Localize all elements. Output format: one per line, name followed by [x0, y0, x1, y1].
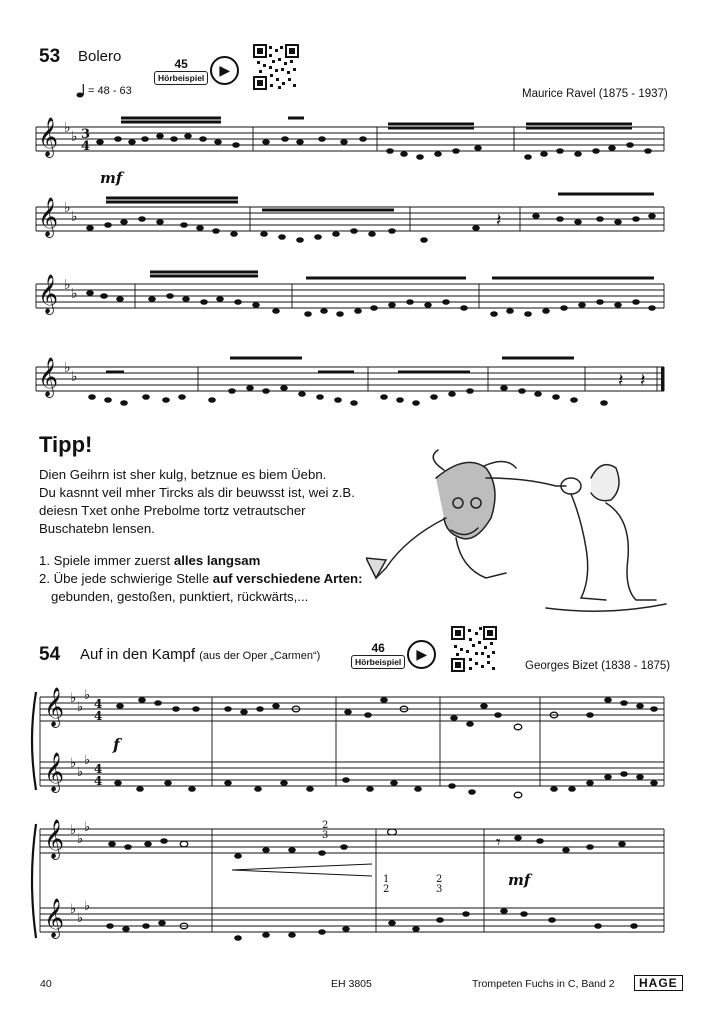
tipp-list-item-2: 2. Übe jede schwierige Stelle auf verschiedene Arten:	[39, 571, 363, 586]
svg-text:♭: ♭	[71, 129, 78, 145]
audio-label: Hörbeispiel	[351, 655, 405, 669]
svg-text:♭: ♭	[71, 286, 78, 302]
svg-text:4: 4	[94, 774, 103, 788]
svg-text:♭: ♭	[84, 899, 91, 914]
tipp-line: deiesn Txet onhe Prebolme tortz vetrautscher	[39, 503, 306, 518]
play-icon[interactable]: ▶	[407, 640, 436, 669]
svg-text:♭: ♭	[64, 360, 71, 376]
piece-title-main: Auf in den Kampf	[80, 646, 196, 663]
tipp-list-item-1: 1. Spiele immer zuerst alles langsam	[39, 553, 261, 568]
dynamic-f: f	[113, 735, 120, 754]
svg-text:♭: ♭	[77, 832, 84, 847]
score-54	[0, 670, 721, 970]
staff-53-1	[36, 127, 664, 151]
audio-number: 45	[174, 56, 188, 71]
fingering: 1	[383, 874, 390, 885]
svg-text:♭: ♭	[84, 820, 91, 835]
fingering: 3	[436, 884, 443, 895]
svg-text:♭: ♭	[84, 753, 91, 768]
audio-label: Hörbeispiel	[154, 71, 208, 85]
tipp-text	[39, 466, 379, 538]
svg-text:4: 4	[94, 697, 103, 711]
svg-text:♭: ♭	[71, 209, 78, 225]
svg-text:♭: ♭	[64, 120, 71, 136]
book-title: Trompeten Fuchs in C, Band 2	[472, 978, 615, 990]
svg-text:𝄽: 𝄽	[618, 370, 624, 391]
svg-text:𝄽: 𝄽	[640, 370, 646, 391]
svg-text:♭: ♭	[70, 902, 77, 917]
svg-text:♭: ♭	[77, 765, 84, 780]
dynamic-mf: mf	[508, 871, 531, 889]
bull-and-trumpeter-illustration	[366, 448, 674, 618]
system-brace	[32, 692, 36, 790]
svg-text:♭: ♭	[70, 691, 77, 706]
staff-54-1b	[40, 762, 664, 786]
audio-number: 46	[371, 640, 385, 655]
piece-title	[80, 646, 320, 663]
final-barline	[661, 367, 665, 391]
dynamic-mf: mf	[100, 169, 123, 187]
treble-clef-icon: 𝄞	[44, 752, 65, 792]
svg-text:♭: ♭	[71, 369, 78, 385]
treble-clef-icon: 𝄞	[38, 197, 59, 237]
fingering: 2	[436, 874, 443, 885]
page-number: 40	[40, 978, 52, 990]
staff-54-2a	[40, 829, 664, 853]
fingering: 2	[383, 884, 390, 895]
score-53	[0, 0, 721, 420]
fingering: 3	[322, 830, 329, 841]
svg-text:𝄾: 𝄾	[496, 832, 501, 853]
tipp-line: Du kasnnt veil mher Tircks als dir beuwsst ist, wei z.B.	[39, 485, 355, 500]
svg-text:♭: ♭	[64, 200, 71, 216]
svg-text:𝄽: 𝄽	[496, 210, 502, 231]
crescendo-hairpin	[232, 864, 372, 876]
treble-clef-icon: 𝄞	[38, 357, 59, 397]
svg-text:♭: ♭	[64, 277, 71, 293]
tipp-list	[39, 552, 379, 606]
treble-clef-icon: 𝄞	[38, 274, 59, 314]
system-brace	[32, 824, 36, 938]
treble-clef-icon: 𝄞	[44, 687, 65, 727]
staff-54-1a	[40, 697, 664, 721]
composer: Maurice Ravel (1875 - 1937)	[522, 88, 668, 100]
treble-clef-icon: 𝄞	[38, 117, 59, 157]
composer: Georges Bizet (1838 - 1875)	[525, 660, 671, 672]
svg-text:4: 4	[94, 762, 103, 776]
tipp-heading: Tipp!	[39, 432, 93, 457]
svg-text:♭: ♭	[84, 688, 91, 703]
svg-text:3: 3	[81, 127, 91, 142]
staff-53-3	[36, 284, 664, 308]
qr-code-icon[interactable]	[451, 626, 497, 672]
piece-title: Bolero	[78, 48, 122, 65]
svg-text:4: 4	[81, 139, 91, 154]
staff-54-2b	[40, 908, 664, 932]
audio-example-button[interactable]	[351, 640, 436, 669]
tempo-text: = 48 - 63	[88, 85, 132, 97]
svg-text:♭: ♭	[77, 911, 84, 926]
treble-clef-icon: 𝄞	[44, 819, 65, 859]
svg-text:4: 4	[94, 709, 103, 723]
svg-text:♭: ♭	[70, 756, 77, 771]
catalog-code: EH 3805	[331, 978, 372, 990]
piece-number: 53	[39, 46, 61, 67]
play-icon[interactable]: ▶	[210, 56, 239, 85]
tipp-list-item-2-cont: gebunden, gestoßen, punktiert, rückwärts,...	[51, 589, 309, 604]
piece-number: 54	[39, 644, 61, 665]
fingering: 2	[322, 820, 329, 831]
treble-clef-icon: 𝄞	[44, 898, 65, 938]
publisher-logo: HAGE	[634, 975, 683, 991]
tipp-line: Dien Geihrn ist sher kulg, betznue es biem Üebn.	[39, 467, 327, 482]
svg-text:♭: ♭	[70, 823, 77, 838]
tipp-line: Buschatebn lensen.	[39, 521, 155, 536]
piece-subtitle: (aus der Oper „Carmen“)	[199, 650, 321, 662]
svg-text:♭: ♭	[77, 700, 84, 715]
